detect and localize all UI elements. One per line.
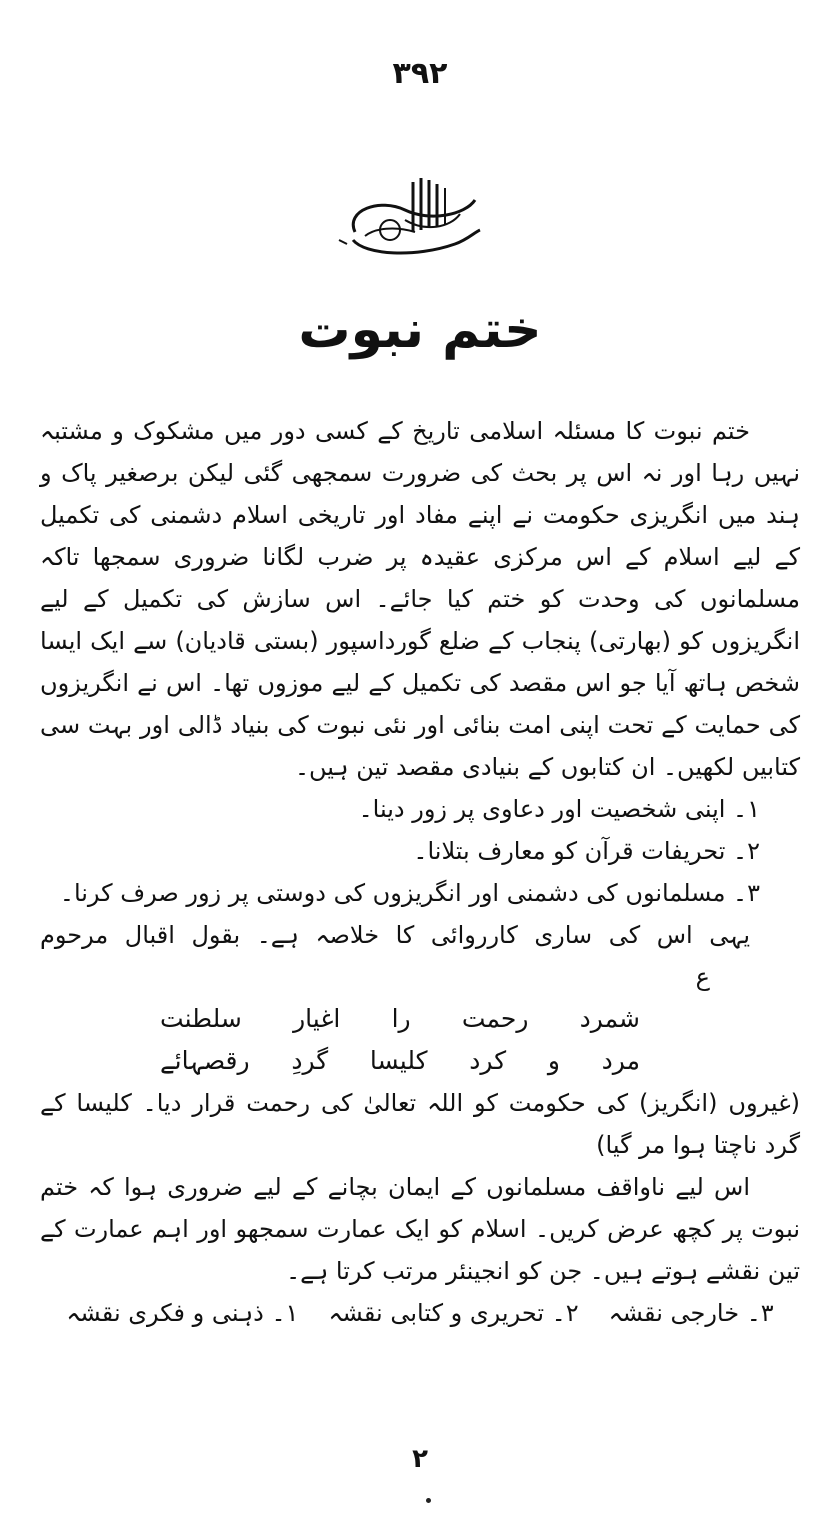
verse-word: و xyxy=(547,1046,560,1075)
ink-dot xyxy=(426,1498,431,1503)
objective-item: ۲۔ تحریفات قرآن کو معارف بتلانا۔ xyxy=(413,837,760,865)
intro-paragraph: ختم نبوت کا مسئلہ اسلامی تاریخ کے کسی دور میں مشکوک و مشتبہ نہیں رہا اور نہ اس پر بحث کی ضرورت سمجھی گئی لیکن برصغیر پاک و ہند میں انگریزی حکومت نے اپنے مفاد اور تاریخی اسلام دشمنی کی تکمیل کے لیے اسلام کے اس مرکزی عقیدہ پر ضرب لگانا ضروری سمجھا تاکہ مسلمانوں کی وحدت کو ختم کیا جائے۔ اس سازش کی تکمیل کے لیے انگریزوں کو (بھارتی) پنجاب کے ضلع گورداسپور (بستی قادیان) سے ایک ایسا شخص ہاتھ آیا جو اس مقصد کی تکمیل کے لیے موزوں تھا۔ اس نے انگریزوں کی حمایت کے تحت اپنی امت بنائی اور نئی نبوت کی بنیاد ڈالی اور بہت سی کتابیں لکھیں۔ ان کتابوں کے بنیادی مقصد تین ہیں۔ xyxy=(40,417,800,781)
verse-line-2 xyxy=(160,1040,640,1082)
page-number: ۳۹۲ xyxy=(392,56,448,91)
summary-line xyxy=(40,914,800,998)
objectives-list xyxy=(40,788,800,914)
objective-item: ۱۔ اپنی شخصیت اور دعاوی پر زور دینا۔ xyxy=(358,795,760,823)
verse-word: را xyxy=(391,1004,411,1033)
verse-translation: (غیروں (انگریز) کی حکومت کو اللہ تعالیٰ کی رحمت قرار دیا۔ کلیسا کے گرد ناچتا ہوا مر گیا) xyxy=(40,1089,800,1159)
summary-text: یہی اس کی ساری کارروائی کا خلاصہ ہے۔ بقول اقبال مرحوم xyxy=(40,921,750,949)
body-text xyxy=(40,410,800,1334)
verse-line-1 xyxy=(160,998,640,1040)
plan-item: ۳۔ خارجی نقشہ xyxy=(608,1299,774,1327)
verse-marker: ع xyxy=(695,963,710,991)
verse-word: اغیار xyxy=(293,1004,341,1033)
plans-list xyxy=(40,1292,800,1334)
verse-word: شمرد xyxy=(579,1004,640,1033)
verse-word: مرد xyxy=(601,1046,640,1075)
verse-word: گردِ xyxy=(291,1046,329,1075)
verse-word: سلطنت xyxy=(160,1004,242,1033)
footer-signature-number: ۲ xyxy=(412,1444,428,1474)
plan-item: ۱۔ ذہنی و فکری نقشہ xyxy=(66,1299,299,1327)
verse-word: رحمت xyxy=(461,1004,529,1033)
verse-word: کلیسا xyxy=(369,1046,428,1075)
chapter-title: ختم نبوت xyxy=(298,300,542,360)
verse-word: کرد xyxy=(469,1046,507,1075)
second-paragraph: اس لیے ناواقف مسلمانوں کے ایمان بچانے کے لیے ضروری ہوا کہ ختم نبوت پر کچھ عرض کریں۔ اسلام کو ایک عمارت سمجھو اور اہم عمارت کے تین نقشے ہوتے ہیں۔ جن کو انجینئر مرتب کرتا ہے۔ xyxy=(40,1173,800,1285)
calligraphy-emblem-icon xyxy=(335,170,485,270)
verse-word: رقصہائے xyxy=(160,1046,250,1075)
objective-item: ۳۔ مسلمانوں کی دشمنی اور انگریزوں کی دوستی پر زور صرف کرنا۔ xyxy=(59,879,760,907)
plan-item: ۲۔ تحریری و کتابی نقشہ xyxy=(328,1299,579,1327)
